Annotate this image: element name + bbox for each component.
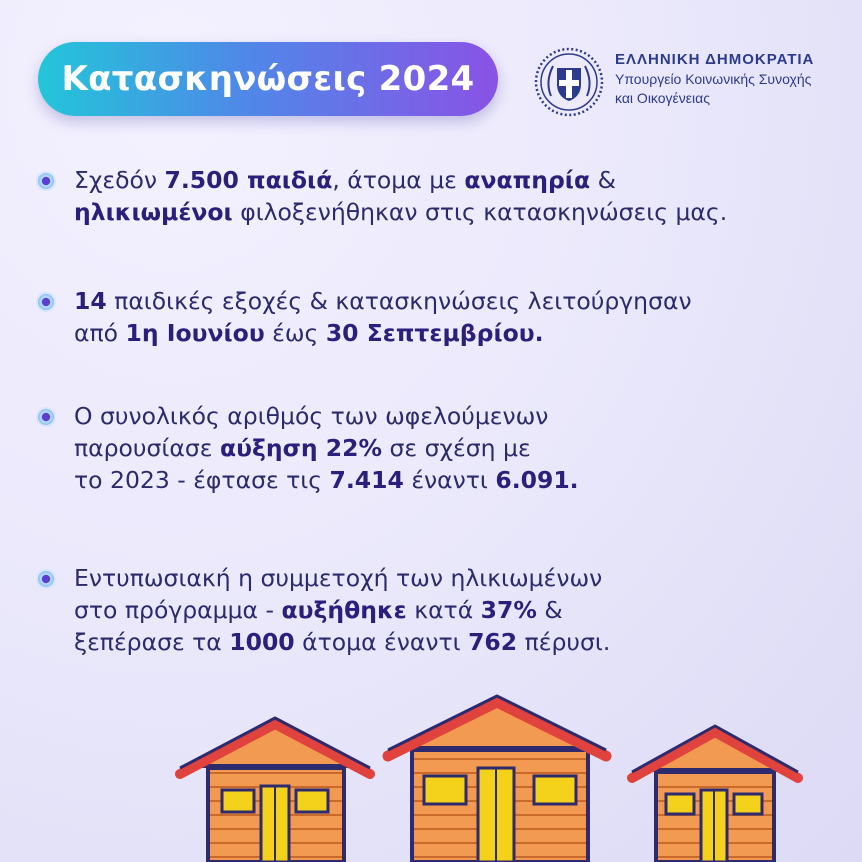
bullet-line (74, 285, 846, 317)
bold-text: 1η Ιουνίου (125, 319, 265, 347)
bullet-text (74, 285, 846, 349)
bold-text: αύξηση 22% (219, 434, 383, 462)
page-title: Κατασκηνώσεις 2024 (61, 59, 475, 99)
text-run: από (74, 319, 126, 347)
bullet-dot-icon (38, 571, 54, 587)
bullet-line (74, 594, 846, 626)
bullet-line (74, 432, 846, 464)
title-banner (38, 42, 498, 116)
ministry-line-3: και Οικογένειας (615, 90, 710, 106)
bold-text: 7.500 παιδιά (164, 166, 333, 194)
text-run: έναντι (403, 466, 496, 494)
text-run: Εντυπωσιακή η συμμετοχή των ηλικιωμένων (74, 564, 603, 592)
bold-text: αναπηρία (464, 166, 591, 194)
bold-text: ηλικιωμένοι (74, 198, 233, 226)
bold-text: 762 (468, 628, 518, 656)
house-icon (180, 718, 370, 862)
bullet-line (74, 562, 846, 594)
bullet-line (74, 164, 846, 196)
text-run: παρουσίασε (74, 434, 220, 462)
bullet-line (74, 464, 846, 496)
text-run: άτομα έναντι (294, 628, 469, 656)
ministry-line-1: ΕΛΛΗΝΙΚΗ ΔΗΜΟΚΡΑΤΙΑ (615, 51, 815, 68)
greek-emblem-icon (533, 46, 605, 118)
ministry-name (615, 50, 814, 108)
text-run: Σχεδόν (74, 166, 165, 194)
houses-illustration (0, 690, 862, 862)
text-run: στο πρόγραμμα - (74, 596, 282, 624)
bullet-line (74, 400, 846, 432)
text-run: το 2023 - έφτασε τις (74, 466, 330, 494)
bold-text: 6.091. (495, 466, 579, 494)
text-run: κατά (406, 596, 481, 624)
bullet-dot-icon (38, 294, 54, 310)
ministry-line-2: Υπουργείο Κοινωνικής Συνοχής (615, 71, 812, 87)
house-icon (388, 696, 606, 862)
text-run: σε σχέση με (382, 434, 531, 462)
bullet-item-4 (36, 562, 846, 658)
bullet-item-3 (36, 400, 846, 496)
bullet-dot-icon (38, 409, 54, 425)
ministry-logo (533, 46, 843, 118)
bullet-text (74, 400, 846, 496)
text-run: πέρυσι. (517, 628, 611, 656)
bullet-item-2 (36, 285, 846, 349)
bold-text: 14 (74, 287, 107, 315)
bold-text: 37% (480, 596, 537, 624)
bold-text: 7.414 (329, 466, 404, 494)
bullet-dot-icon (38, 173, 54, 189)
text-run: , άτομα με (332, 166, 465, 194)
bullet-line (74, 626, 846, 658)
text-run: & (536, 596, 563, 624)
bullet-text (74, 164, 846, 228)
bullet-item-1 (36, 164, 846, 228)
bullet-line (74, 196, 846, 228)
text-run: έως (264, 319, 326, 347)
bold-text: 30 Σεπτεμβρίου. (325, 319, 544, 347)
text-run: ξεπέρασε τα (74, 628, 230, 656)
text-run: φιλοξενήθηκαν στις κατασκηνώσεις μας. (232, 198, 728, 226)
bold-text: αυξήθηκε (281, 596, 407, 624)
bullet-line (74, 317, 846, 349)
text-run: Ο συνολικός αριθμός των ωφελούμενων (74, 402, 549, 430)
bold-text: 1000 (229, 628, 295, 656)
text-run: παιδικές εξοχές & κατασκηνώσεις λειτούργησαν (106, 287, 692, 315)
house-icon (632, 726, 798, 862)
bullet-text (74, 562, 846, 658)
text-run: & (590, 166, 616, 194)
